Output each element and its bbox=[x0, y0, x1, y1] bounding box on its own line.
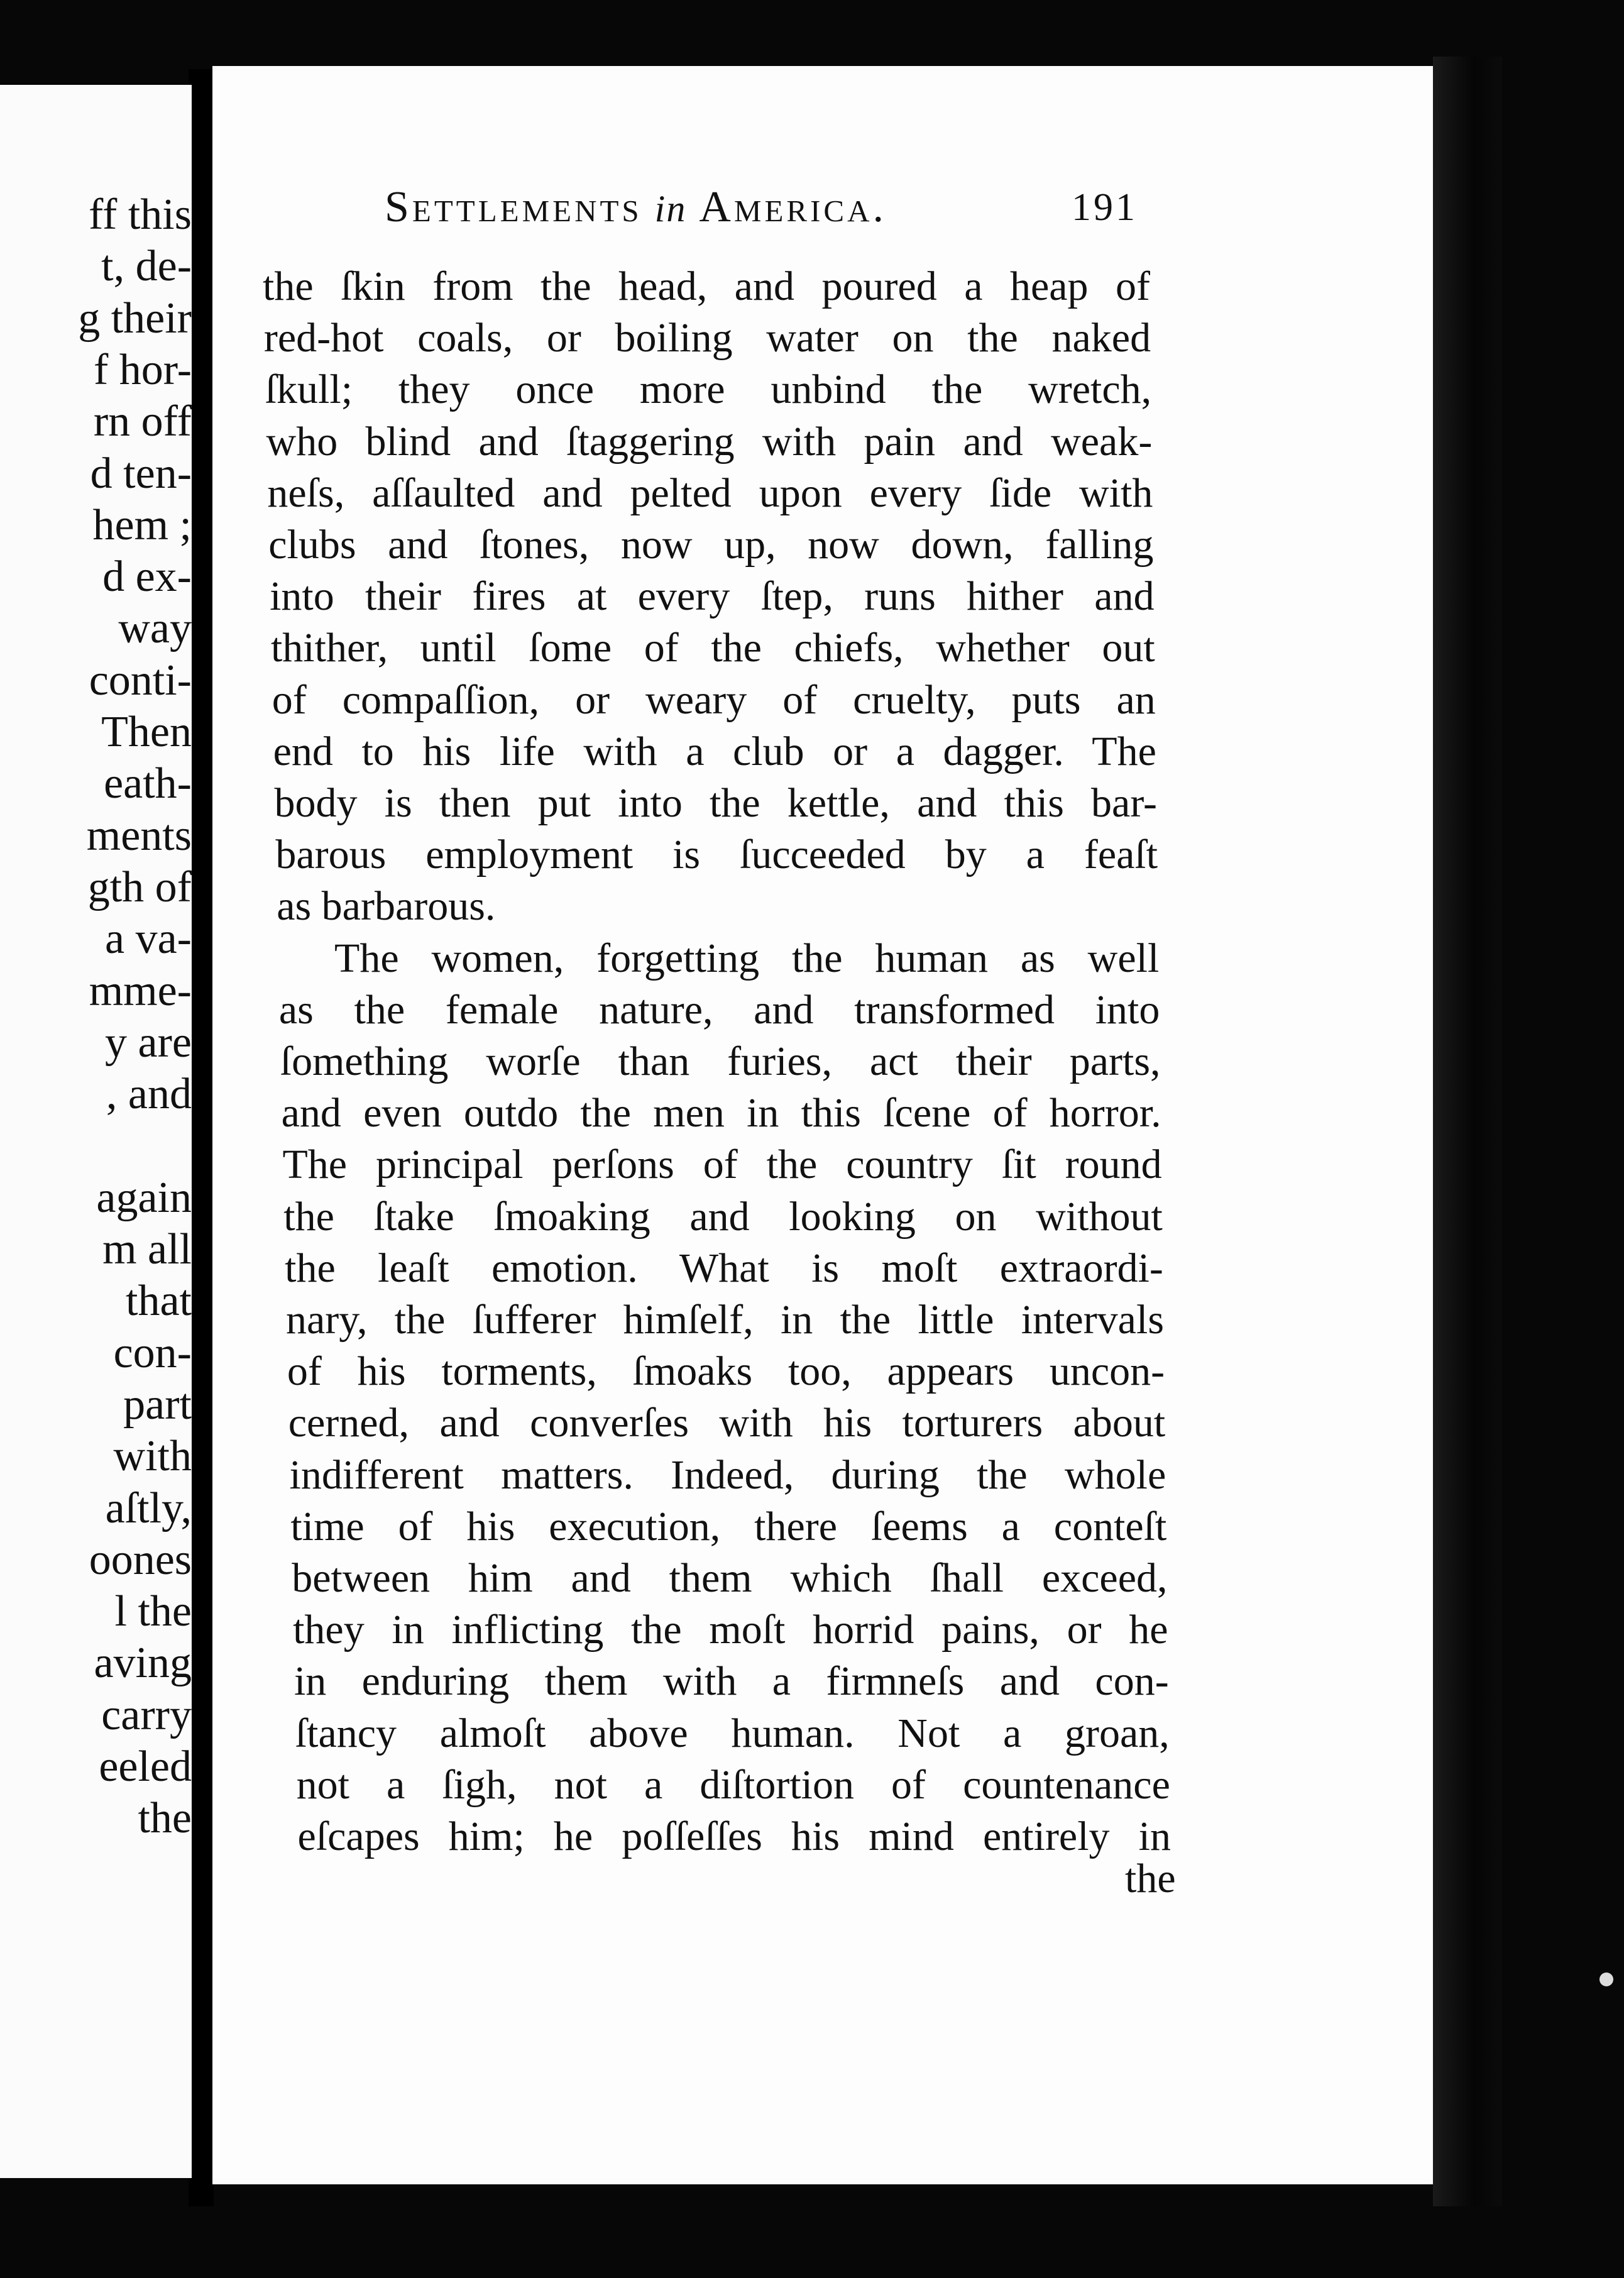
left-page-line: again bbox=[96, 1173, 192, 1222]
left-page-line: eath- bbox=[104, 759, 192, 808]
left-page-fragment bbox=[0, 85, 192, 2178]
left-page-line: t, de- bbox=[101, 242, 192, 291]
text-line: thither, until ſome of the chiefs, whether out bbox=[270, 625, 1155, 671]
left-page-line: the bbox=[138, 1794, 192, 1843]
left-page-line: gth of bbox=[87, 862, 192, 911]
left-page-line: mme- bbox=[89, 966, 192, 1015]
text-line: as barbarous. bbox=[277, 883, 496, 930]
left-page-line: part bbox=[123, 1380, 192, 1429]
text-line: who blind and ſtaggering with pain and weak- bbox=[266, 418, 1153, 465]
left-page-line: ments bbox=[86, 811, 192, 860]
text-line: into their fires at every ſtep, runs hither and bbox=[270, 573, 1155, 620]
left-page-line: d ten- bbox=[90, 449, 192, 498]
left-page-line: that bbox=[126, 1277, 192, 1326]
left-page-line: rn off bbox=[93, 397, 192, 446]
text-line: the ſtake ſmoaking and looking on without bbox=[283, 1193, 1163, 1240]
text-line: not a ſigh, not a diſtortion of countenance bbox=[296, 1761, 1170, 1808]
left-page-line: hem ; bbox=[92, 500, 192, 549]
left-page-line: l the bbox=[114, 1587, 192, 1636]
left-page-line: aſtly, bbox=[105, 1483, 192, 1532]
text-line: The women, forgetting the human as well bbox=[334, 935, 1160, 981]
text-line: as the female nature, and transformed into bbox=[278, 986, 1160, 1033]
text-line: ſtancy almoſt above human. Not a groan, bbox=[295, 1710, 1170, 1756]
text-line: indifferent matters. Indeed, during the whole bbox=[289, 1451, 1166, 1498]
left-page-line: eeled bbox=[99, 1742, 192, 1791]
text-line: red-hot coals, or boiling water on the naked bbox=[263, 315, 1151, 361]
running-head-title: Settlements bbox=[385, 183, 642, 231]
text-line: ſomething worſe than furies, act their parts, bbox=[280, 1038, 1161, 1084]
text-line: end to his life with a club or a dagger. The bbox=[273, 728, 1156, 774]
text-line: barous employment is ſucceeded by a feaſt bbox=[275, 832, 1158, 878]
left-page-line: conti- bbox=[89, 656, 192, 705]
book-gutter bbox=[189, 69, 214, 2206]
dust-speck bbox=[1599, 1973, 1613, 1986]
left-page-line: a va- bbox=[105, 915, 192, 964]
left-page-line: f hor- bbox=[93, 345, 192, 394]
text-line: and even outdo the men in this ſcene of horror. bbox=[281, 1090, 1161, 1136]
text-line: The principal perſons of the country ſit round bbox=[282, 1142, 1162, 1188]
text-line: between him and them which ſhall exceed, bbox=[292, 1555, 1168, 1601]
left-page-line: , and bbox=[106, 1070, 192, 1119]
text-line: the leaſt emotion. What is moſt extraordi- bbox=[285, 1245, 1163, 1291]
left-page-line: oones bbox=[89, 1535, 192, 1584]
running-head bbox=[385, 179, 887, 236]
text-line: nary, the ſufferer himſelf, in the little intervals bbox=[286, 1297, 1164, 1343]
text-line: the ſkin from the head, and poured a heap of bbox=[263, 263, 1150, 309]
left-page-line: Then bbox=[101, 708, 192, 756]
text-line: neſs, aſſaulted and pelted upon every ſide with bbox=[267, 470, 1153, 516]
left-page-line: ff this bbox=[89, 190, 192, 239]
page-edge-shadow bbox=[1433, 57, 1502, 2206]
left-page-line: carry bbox=[101, 1690, 192, 1739]
text-line: eſcapes him; he poſſeſſes his mind entirely in bbox=[297, 1813, 1171, 1859]
left-page-line: con- bbox=[113, 1328, 192, 1377]
page-number: 191 bbox=[1072, 186, 1138, 229]
left-page-line: way bbox=[118, 604, 192, 653]
running-head-place: America. bbox=[699, 183, 887, 231]
left-page-line: g their bbox=[78, 294, 192, 343]
text-line: of compaſſion, or weary of cruelty, puts an bbox=[272, 676, 1156, 723]
left-page-line: with bbox=[113, 1432, 192, 1481]
text-line: of his torments, ſmoaks too, appears uncon- bbox=[287, 1348, 1165, 1395]
left-page-line: m all bbox=[102, 1225, 192, 1274]
left-page-line: d ex- bbox=[102, 553, 192, 602]
text-line: body is then put into the kettle, and this bar- bbox=[274, 780, 1157, 826]
text-line: cerned, and converſes with his torturers about bbox=[288, 1400, 1166, 1446]
text-line: ſkull; they once more unbind the wretch, bbox=[265, 366, 1152, 413]
left-page-line: y are bbox=[105, 1018, 192, 1067]
catchword: the bbox=[1125, 1856, 1176, 1901]
running-head-preposition: in bbox=[654, 188, 687, 229]
text-line: they in inflicting the moſt horrid pains, or he bbox=[293, 1607, 1168, 1653]
text-line: clubs and ſtones, now up, now down, falling bbox=[268, 522, 1154, 568]
text-line: time of his execution, there ſeems a conteſt bbox=[290, 1503, 1167, 1549]
left-page-line: aving bbox=[94, 1639, 192, 1688]
text-line: in enduring them with a firmneſs and con- bbox=[294, 1658, 1169, 1705]
